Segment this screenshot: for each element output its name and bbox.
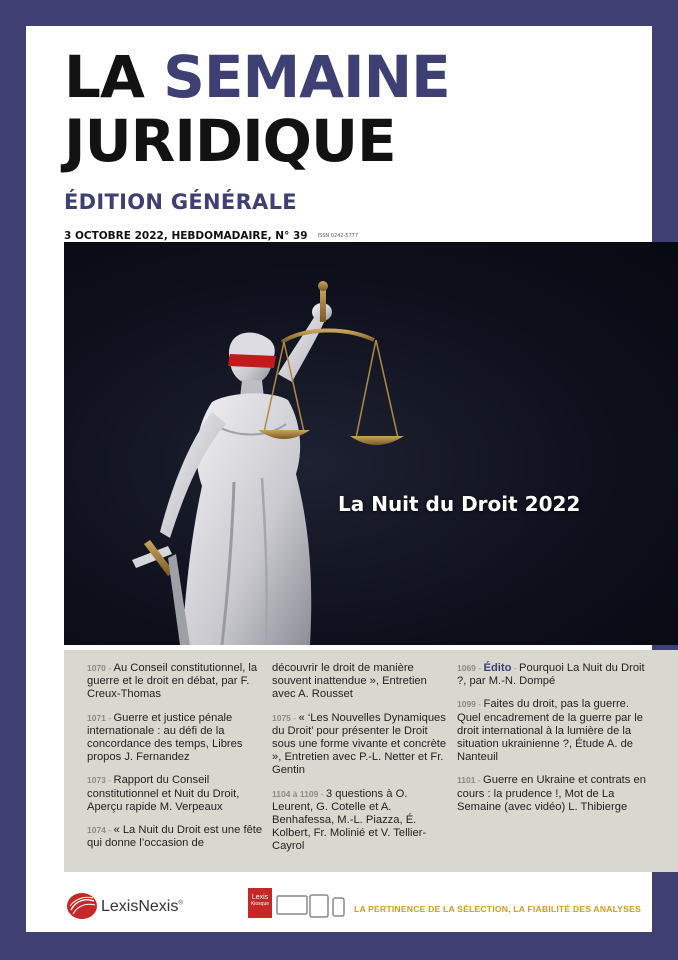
toc-entry[interactable]: 1073 - Rapport du Conseil constitutionnel et Nuit du Droit, Aperçu rapide M. Verpeaux xyxy=(87,774,240,813)
toc-column-2 xyxy=(272,662,450,864)
toc-entry-number: 1069 xyxy=(457,663,476,673)
kiosque-line-2: Kiosque xyxy=(250,900,270,907)
cover-image xyxy=(64,242,678,645)
masthead-title-juridique: JURIDIQUE xyxy=(64,107,396,175)
toc-entry-continuation[interactable]: découvrir le droit de manière souvent inattendue », Entretien avec A. Rousset xyxy=(272,662,427,701)
edition-label: ÉDITION GÉNÉRALE xyxy=(64,190,297,214)
toc-entry[interactable]: 1101 - Guerre en Ukraine et contrats en cours : la prudence !, Mot de La Semaine (avec vidéo) L. Thibierge xyxy=(457,774,646,813)
lexisnexis-logo-text xyxy=(101,898,183,916)
toc-entry-edito[interactable]: 1069 - Édito - Pourquoi La Nuit du Droit ?, par M.-N. Dompé xyxy=(457,662,645,688)
toc-entry-text: Rapport du Conseil constitutionnel et Nuit du Droit, Aperçu rapide M. Verpeaux xyxy=(87,774,240,813)
edito-label: Édito xyxy=(483,662,512,674)
toc-entry-number: 1075 xyxy=(272,712,291,723)
table-of-contents xyxy=(64,650,678,872)
cover-footer xyxy=(64,872,678,932)
masthead-title-semaine: SEMAINE xyxy=(163,43,450,111)
toc-entry-number: 1104 à 1109 xyxy=(272,788,319,799)
masthead-title-line-1 xyxy=(64,43,450,111)
journal-cover xyxy=(26,26,652,932)
toc-entry-text: Guerre en Ukraine et contrats en cours : la prudence !, Mot de La Semaine (avec vidéo) L. Thibierge xyxy=(457,774,646,813)
masthead-title-la: LA xyxy=(64,43,144,111)
lexisnexis-logo-icon xyxy=(66,892,98,920)
toc-entry-number: 1074 xyxy=(87,825,106,836)
toc-entry-number: 1073 xyxy=(87,775,106,786)
toc-entry-text: Faites du droit, pas la guerre. Quel encadrement de la guerre par le droit international à la lumière de la situation ukrainienne ?, Étude A. de Nanteuil xyxy=(457,698,643,764)
toc-entry-text: « La Nuit du Droit est une fête qui donne l’occasion de xyxy=(87,824,263,850)
toc-entry[interactable]: 1070 - Au Conseil constitutionnel, la guerre et le droit en débat, par F. Creux-Thomas xyxy=(87,662,258,701)
toc-entry-number: 1099 xyxy=(457,699,476,710)
toc-entry-text: « ‘Les Nouvelles Dynamiques du Droit’ pour présenter le Droit sous une forme vivante et concrète », Entretien avec P.-L. Netter et Fr. Gentin xyxy=(272,711,447,777)
issn: ISSN 0242-5777 xyxy=(317,233,359,239)
toc-entry-number: 1101 xyxy=(457,775,476,786)
toc-entry-text: Au Conseil constitutionnel, la guerre et le droit en débat, par F. Creux-Thomas xyxy=(87,662,258,701)
toc-entry[interactable]: 1099 - Faites du droit, pas la guerre. Quel encadrement de la guerre par le droit international à la lumière de la situation ukrainienne ?, Étude A. de Nanteuil xyxy=(457,698,643,764)
issue-dateline xyxy=(64,230,358,242)
blindfold-shape xyxy=(228,354,276,368)
toc-column-1 xyxy=(87,662,267,860)
justice-statue-figure xyxy=(160,303,332,645)
toc-entry-number: 1070 xyxy=(87,663,106,673)
justice-statue-illustration xyxy=(64,242,678,645)
toc-entry-text: 3 questions à O. Leurent, G. Cotelle et A. Benhafessa, M.-L. Piazza, É. Kolbert, Fr. Molinié et V. Tellier-Cayrol xyxy=(272,787,427,853)
registered-mark: ® xyxy=(178,900,183,907)
toc-entry[interactable]: 1071 - Guerre et justice pénale internationale : au défi de la concordance des temps, Libres propos J. Fernandez xyxy=(87,711,243,764)
devices-icon xyxy=(276,894,348,918)
toc-entry[interactable]: 1075 - « ‘Les Nouvelles Dynamiques du Droit’ pour présenter le Droit sous une forme vivante et concrète », Entretien avec P.-L. Netter et Fr. Gentin xyxy=(272,711,447,777)
kiosque-line-1: Lexis xyxy=(251,894,269,901)
toc-entry[interactable]: 1104 à 1109 - 3 questions à O. Leurent, G. Cotelle et A. Benhafessa, M.-L. Piazza, É. Kolbert, Fr. Molinié et V. Tellier-Cayrol xyxy=(272,787,427,853)
lexis-kiosque-logo xyxy=(248,888,272,918)
issue-date: 3 OCTOBRE 2022, HEBDOMADAIRE, N° 39 xyxy=(64,230,308,242)
cover-headline: La Nuit du Droit 2022 xyxy=(338,492,581,516)
toc-entry-text: Pourquoi La Nuit du Droit ?, par M.-N. Dompé xyxy=(457,662,645,688)
sword-shape xyxy=(132,540,190,645)
toc-entry-number: 1071 xyxy=(87,712,106,723)
toc-entry-text: Guerre et justice pénale internationale : au défi de la concordance des temps, Libres propos J. Fernandez xyxy=(87,711,243,764)
toc-column-3 xyxy=(457,662,647,824)
toc-entry[interactable]: 1074 - « La Nuit du Droit est une fête qui donne l’occasion de xyxy=(87,824,263,850)
brand-name: LexisNexis xyxy=(101,898,179,915)
footer-slogan: LA PERTINENCE DE LA SÉLECTION, LA FIABILITÉ DES ANALYSES xyxy=(354,904,642,914)
